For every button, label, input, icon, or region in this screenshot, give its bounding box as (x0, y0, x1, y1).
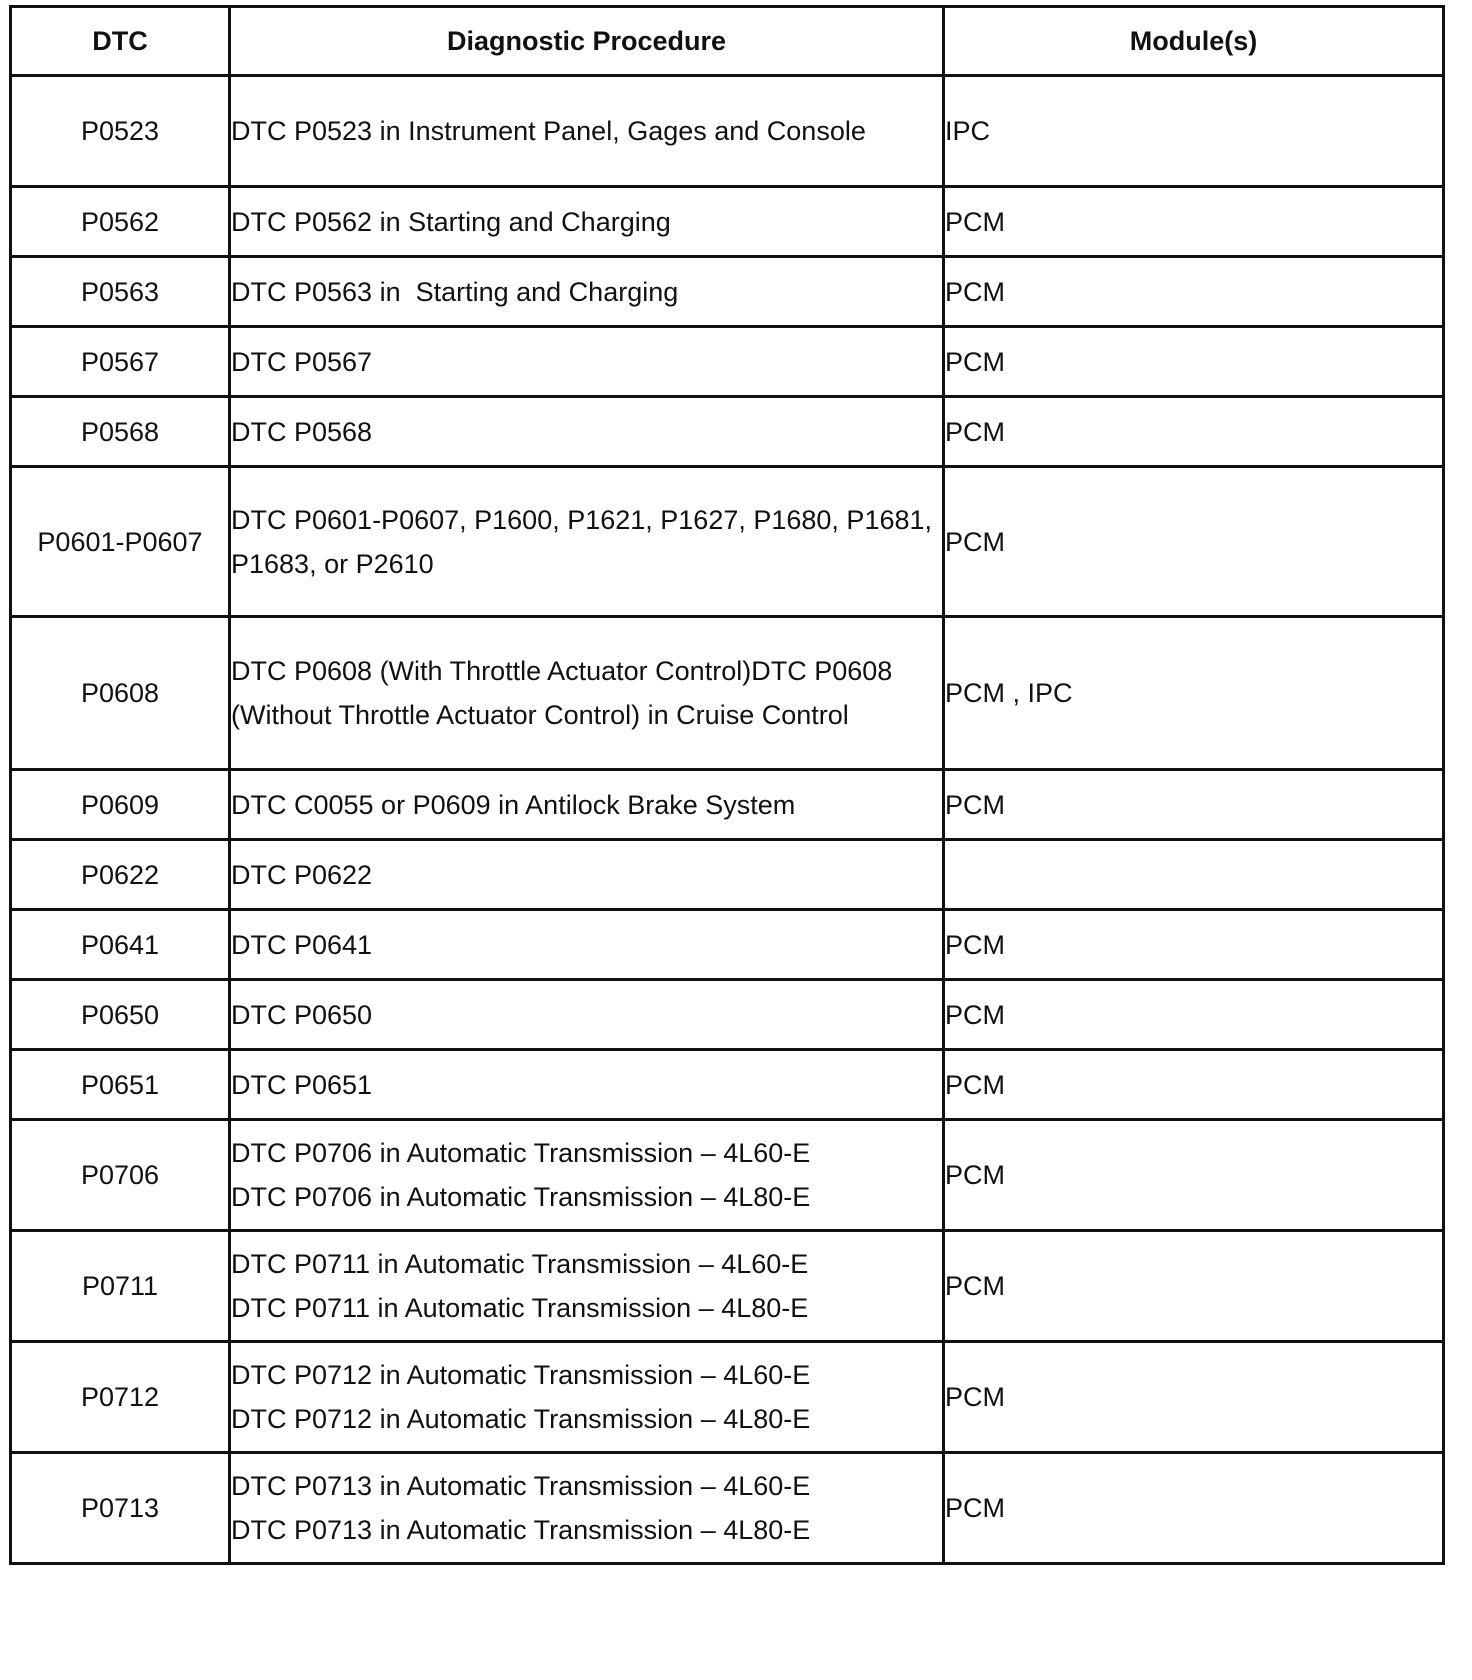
header-modules: Module(s) (944, 7, 1444, 76)
dtc-code: P0601-P0607 (11, 467, 230, 617)
table-row (11, 1453, 1444, 1564)
diagnostic-procedure (230, 910, 944, 980)
dtc-code: P0711 (11, 1231, 230, 1342)
procedure-line: DTC P0706 in Automatic Transmission – 4L60-E (231, 1138, 811, 1168)
dtc-code: P0562 (11, 187, 230, 257)
module-list: PCM (944, 1342, 1444, 1453)
module-list: PCM , IPC (944, 617, 1444, 770)
module-list: PCM (944, 1453, 1444, 1564)
procedure-line: DTC P0641 (231, 929, 373, 960)
procedure-line: DTC P0650 (231, 999, 373, 1030)
module-list: PCM (944, 187, 1444, 257)
table-row (11, 617, 1444, 770)
table-row (11, 397, 1444, 467)
procedure-line: DTC C0055 or P0609 in Antilock Brake System (231, 789, 796, 820)
dtc-code: P0713 (11, 1453, 230, 1564)
dtc-code: P0650 (11, 980, 230, 1050)
dtc-code: P0567 (11, 327, 230, 397)
procedure-line: DTC P0601-P0607, P1600, P1621, P1627, P1680, P1681, P1683, or P2610 (231, 504, 933, 579)
table-row (11, 76, 1444, 187)
header-diagnostic-procedure: Diagnostic Procedure (230, 7, 944, 76)
procedure-line: DTC P0713 in Automatic Transmission – 4L60-E (231, 1471, 811, 1501)
table-row (11, 1231, 1444, 1342)
table-row (11, 257, 1444, 327)
procedure-line: DTC P0567 (231, 346, 373, 377)
diagnostic-procedure (230, 840, 944, 910)
diagnostic-procedure (230, 980, 944, 1050)
procedure-line: DTC P0608 (With Throttle Actuator Control)DTC P0608 (Without Throttle Actuator Control) in Cruise Control (231, 656, 893, 730)
module-list: PCM (944, 910, 1444, 980)
procedure-line: DTC P0563 in Starting and Charging (231, 276, 679, 307)
dtc-code: P0523 (11, 76, 230, 187)
dtc-table (9, 5, 1445, 1565)
procedure-line: DTC P0712 in Automatic Transmission – 4L60-E (231, 1360, 811, 1390)
diagnostic-procedure (230, 397, 944, 467)
module-list: PCM (944, 770, 1444, 840)
table-row (11, 770, 1444, 840)
diagnostic-procedure (230, 187, 944, 257)
module-list: PCM (944, 257, 1444, 327)
procedure-line: DTC P0712 in Automatic Transmission – 4L80-E (231, 1404, 811, 1434)
diagnostic-procedure (230, 1231, 944, 1342)
diagnostic-procedure (230, 1050, 944, 1120)
diagnostic-procedure (230, 617, 944, 770)
table-row (11, 327, 1444, 397)
procedure-line: DTC P0713 in Automatic Transmission – 4L80-E (231, 1515, 811, 1545)
procedure-line: DTC P0711 in Automatic Transmission – 4L80-E (231, 1293, 809, 1323)
module-list: PCM (944, 467, 1444, 617)
module-list (944, 840, 1444, 910)
table-row (11, 1342, 1444, 1453)
dtc-code: P0609 (11, 770, 230, 840)
module-list: PCM (944, 1050, 1444, 1120)
dtc-code: P0563 (11, 257, 230, 327)
module-list: PCM (944, 327, 1444, 397)
table-row (11, 1120, 1444, 1231)
procedure-line: DTC P0622 (231, 859, 373, 890)
dtc-code: P0608 (11, 617, 230, 770)
dtc-code: P0651 (11, 1050, 230, 1120)
table-row (11, 980, 1444, 1050)
dtc-code: P0568 (11, 397, 230, 467)
table-row (11, 840, 1444, 910)
module-list: PCM (944, 1231, 1444, 1342)
procedure-line: DTC P0651 (231, 1069, 373, 1100)
procedure-line: DTC P0523 in Instrument Panel, Gages and Console (231, 116, 866, 146)
diagnostic-procedure (230, 770, 944, 840)
diagnostic-procedure (230, 1453, 944, 1564)
diagnostic-procedure (230, 467, 944, 617)
module-list: PCM (944, 397, 1444, 467)
diagnostic-procedure (230, 76, 944, 187)
table-row (11, 187, 1444, 257)
dtc-code: P0712 (11, 1342, 230, 1453)
table-row (11, 467, 1444, 617)
procedure-line: DTC P0562 in Starting and Charging (231, 206, 671, 237)
diagnostic-procedure (230, 1120, 944, 1231)
dtc-code: P0641 (11, 910, 230, 980)
module-list: IPC (944, 76, 1444, 187)
diagnostic-procedure (230, 327, 944, 397)
diagnostic-procedure (230, 257, 944, 327)
header-dtc: DTC (11, 7, 230, 76)
dtc-code: P0622 (11, 840, 230, 910)
module-list: PCM (944, 980, 1444, 1050)
table-row (11, 1050, 1444, 1120)
table-row (11, 910, 1444, 980)
header-row (11, 7, 1444, 76)
dtc-code: P0706 (11, 1120, 230, 1231)
module-list: PCM (944, 1120, 1444, 1231)
procedure-line: DTC P0706 in Automatic Transmission – 4L80-E (231, 1182, 811, 1212)
diagnostic-procedure (230, 1342, 944, 1453)
procedure-line: DTC P0711 in Automatic Transmission – 4L60-E (231, 1249, 809, 1279)
procedure-line: DTC P0568 (231, 416, 373, 447)
